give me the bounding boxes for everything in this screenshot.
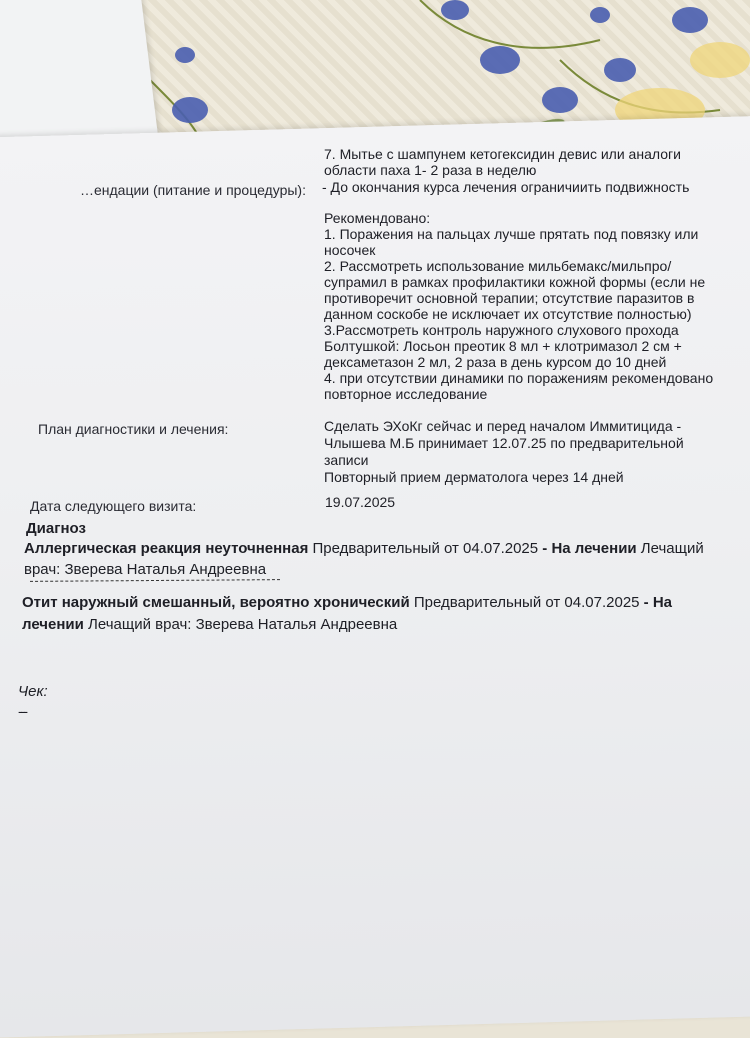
plan-line: Сделать ЭХоКг сейчас и перед началом Иммитицида - — [324, 418, 682, 434]
diagnosis-type: Предварительный от 04.07.2025 — [308, 540, 543, 557]
diagnosis-status: - На лечении — [542, 540, 637, 557]
plan-line: Члышева М.Б принимает 12.07.25 по предварительной — [324, 435, 684, 451]
diagnosis-name: Отит наружный смешанный, вероятно хронический — [22, 594, 410, 611]
diagnosis-heading — [26, 518, 86, 539]
plan-label: План диагностики и лечения: — [38, 421, 229, 437]
plan-line: Повторный прием дерматолога через 14 дней — [324, 469, 624, 485]
recommended-line: Рекомендовано: — [324, 210, 431, 226]
diagnosis-status: лечении — [22, 616, 84, 633]
top-instruction-block — [324, 146, 744, 178]
recommended-line: 4. при отсутствии динамики по поражениям рекомендовано — [324, 370, 714, 386]
recommended-line: 2. Рассмотреть использование мильбемакс/мильпро/ — [324, 258, 672, 274]
top-line: 7. Мытье с шампунем кетогексидин девис или аналоги — [324, 146, 681, 162]
recommended-line: 1. Поражения на пальцах лучше прятать под повязку или — [324, 226, 699, 242]
next-visit-label: Дата следующего визита: — [30, 498, 197, 514]
recommended-line: данном соскобе не исключает их отсутствие полностью) — [324, 306, 692, 322]
diagnosis-type: Предварительный от 04.07.2025 — [409, 594, 644, 611]
receipt-label: Чек: — [18, 683, 48, 700]
recommendations-value: - До окончания курса лечения ограничиить подвижность — [322, 179, 690, 195]
diagnosis-item-2-line-1 — [22, 592, 672, 613]
receipt-value: --- — [18, 703, 26, 719]
next-visit-date: 19.07.2025 — [325, 494, 396, 510]
plan-line: записи — [324, 452, 369, 468]
top-line: области паха 1- 2 раза в неделю — [324, 162, 537, 178]
diagnosis-item-2-line-2 — [22, 614, 397, 635]
recommendations-label: …ендации (питание и процедуры): — [80, 182, 306, 198]
recommended-line: противоречит основной терапии; отсутствие паразитов в — [324, 290, 695, 306]
diagnosis-doctor: Лечащий врач: Зверева Наталья Андреевна — [83, 616, 398, 633]
plan-block — [324, 418, 744, 486]
recommended-line: повторное исследование — [324, 386, 488, 402]
diagnosis-item-1-line-1 — [24, 538, 704, 559]
diagnosis-doctor: врач: Зверева Наталья Андреевна — [24, 561, 267, 578]
recommended-line: 3.Рассмотреть контроль наружного слухового прохода — [324, 322, 679, 338]
diagnosis-heading-text: Диагноз — [26, 520, 86, 537]
recommended-line: Болтушкой: Лосьон преотик 8 мл + клотримазол 2 см + — [324, 338, 682, 354]
recommended-line: дексаметазон 2 мл, 2 раза в день курсом до 10 дней — [324, 354, 667, 370]
diagnosis-doctor: Лечащий — [636, 540, 704, 557]
diagnosis-item-1-line-2 — [24, 559, 266, 580]
recommended-line: носочек — [324, 242, 376, 258]
recommended-block — [324, 210, 744, 402]
diagnosis-name: Аллергическая реакция неуточненная — [24, 540, 309, 557]
diagnosis-status: - На — [643, 594, 673, 611]
recommended-line: супрамил в рамках профилактики кожной формы (если не — [324, 274, 706, 290]
